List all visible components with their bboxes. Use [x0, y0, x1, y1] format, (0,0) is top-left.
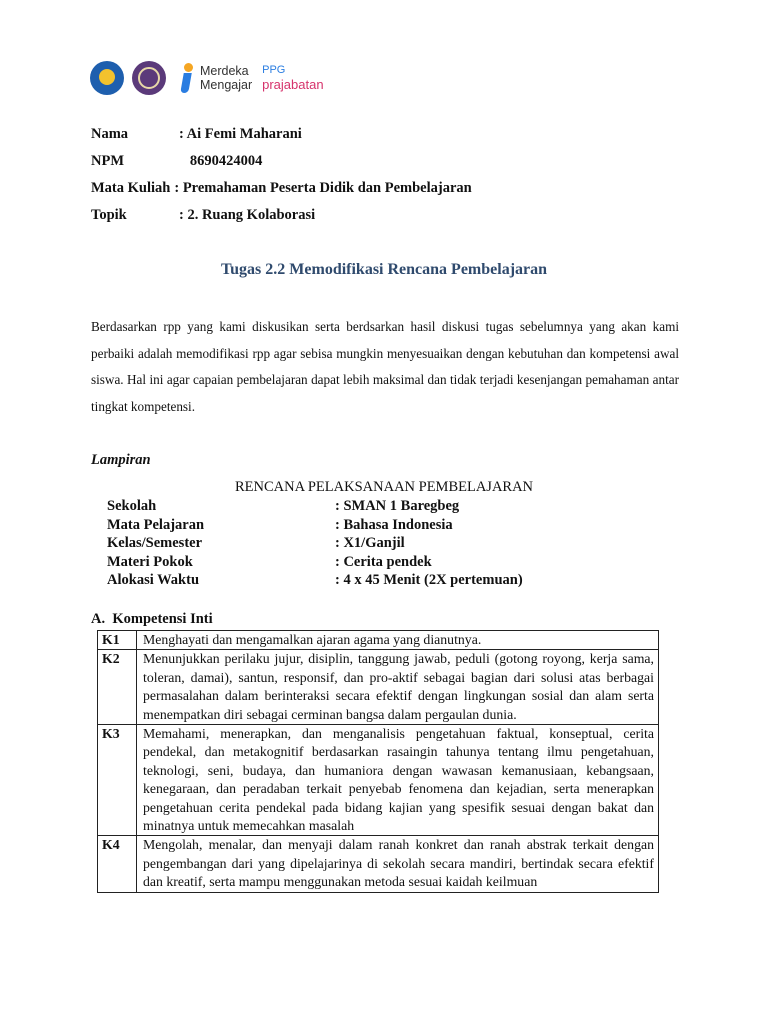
ki-text: Memahami, menerapkan, dan menganalisis pengetahuan faktual, konseptual, cerita pendekal, dan metakognitif berdasarkan rasaingin tahunya tentang ilmu pengetahuan, teknologi, seni, budaya, dan humaniora dengan wawasan kemanusiaan, kebangsaan, kenegaraan, dan peradaban terkait penyebab fenomena dan kejadian, serta menerapkan pengetahuan cerita pendekal pada bidang kajian yang spesifik sesuai dengan bakat dan minatnya untuk memecahkan masalah: [137, 725, 659, 836]
university-logo: [132, 61, 166, 95]
table-row: [98, 650, 659, 725]
ki-code: K4: [98, 836, 137, 892]
rpp-info: [107, 498, 523, 591]
identity-label: NPM: [91, 153, 125, 169]
document-title: Tugas 2.2 Memodifikasi Rencana Pembelajaran: [220, 261, 548, 278]
identity-row-topik: [91, 207, 472, 234]
ki-text: Mengolah, menalar, dan menyaji dalam ranah konkret dan ranah abstrak terkait dengan pengembangan dari yang dipelajarinya di sekolah secara mandiri, bertindak secara efektif dan kreatif, serta mampu menggunakan metoda sesuai kaidah keilmuan: [137, 836, 659, 892]
rpp-row: [107, 572, 523, 591]
ki-code: K1: [98, 631, 137, 650]
intro-paragraph: Berdasarkan rpp yang kami diskusikan serta berdsarkan hasil diskusi tugas sebelumnya yang akan kami perbaiki adalah memodifikasi rpp agar sebisa mungkin menyesuaikan dengan kebutuhan dan kompetensi awal siswa. Hal ini agar capaian pembelajaran dapat lebih maksimal dan tidak terjadi kesenjangan pemahaman antar tingkat kompetensi.: [91, 319, 679, 414]
table-row: [98, 836, 659, 892]
merdeka-mengajar-logo: [178, 63, 252, 93]
rpp-title: RENCANA PELAKSANAAN PEMBELAJARAN: [234, 479, 534, 495]
ppg-text: PPG: [262, 64, 286, 76]
ki-text: Menghayati dan mengamalkan ajaran agama yang dianutnya.: [137, 631, 659, 650]
identity-label: Nama: [91, 126, 129, 142]
identity-value: : Ai Femi Maharani: [179, 126, 302, 142]
ki-code: K2: [98, 650, 137, 725]
rpp-value: : SMAN 1 Baregbeg: [335, 498, 460, 514]
kompetensi-inti-heading: A. Kompetensi Inti: [91, 611, 213, 627]
student-identity: [91, 126, 472, 234]
table-row: [98, 631, 659, 650]
prajabatan-text: prajabatan: [262, 77, 324, 92]
rpp-label: Sekolah: [107, 498, 157, 514]
identity-row-npm: [91, 153, 472, 180]
identity-value: : 2. Ruang Kolaborasi: [179, 207, 316, 223]
identity-value: : Premahaman Peserta Didik dan Pembelajaran: [174, 180, 472, 196]
rpp-row: [107, 517, 523, 536]
ki-text: Menunjukkan perilaku jujur, disiplin, tanggung jawab, peduli (gotong royong, kerja sama, toleran, damai), santun, responsif, dan pro-aktif sebagai bagian dari solusi atas berbagai permasalahan dalam berinteraksi secara efektif dengan lingkungan sosial dan alam serta menempatkan diri sebagai cerminan bangsa dalam pergaulan dunia.: [137, 650, 659, 725]
header-logos: [90, 58, 324, 98]
ki-code: K3: [98, 725, 137, 836]
kemdikbud-logo: [90, 61, 124, 95]
identity-value: 8690424004: [179, 153, 263, 169]
merdeka-mengajar-icon: [178, 63, 196, 93]
kompetensi-inti-table: [97, 630, 659, 893]
rpp-value: : 4 x 45 Menit (2X pertemuan): [335, 572, 523, 588]
rpp-value: : X1/Ganjil: [335, 535, 405, 551]
rpp-row: [107, 535, 523, 554]
rpp-label: Materi Pokok: [107, 553, 193, 570]
identity-label: Topik: [91, 207, 127, 223]
table-row: [98, 725, 659, 836]
rpp-row: [107, 554, 523, 573]
rpp-label: Kelas/Semester: [107, 535, 203, 551]
mengajar-text: Mengajar: [200, 78, 253, 92]
rpp-row: [107, 498, 523, 517]
lampiran-heading: Lampiran: [91, 452, 151, 468]
ppg-prajabatan-logo: [262, 64, 323, 92]
rpp-label: Mata Pelajaran: [107, 516, 205, 533]
identity-row-mata-kuliah: [91, 180, 472, 207]
identity-label: Mata Kuliah: [91, 180, 171, 196]
merdeka-text: Merdeka: [200, 64, 249, 78]
rpp-label: Alokasi Waktu: [107, 572, 200, 588]
identity-row-nama: [91, 126, 472, 153]
rpp-value: : Cerita pendek: [335, 553, 432, 570]
rpp-value: : Bahasa Indonesia: [335, 516, 453, 533]
